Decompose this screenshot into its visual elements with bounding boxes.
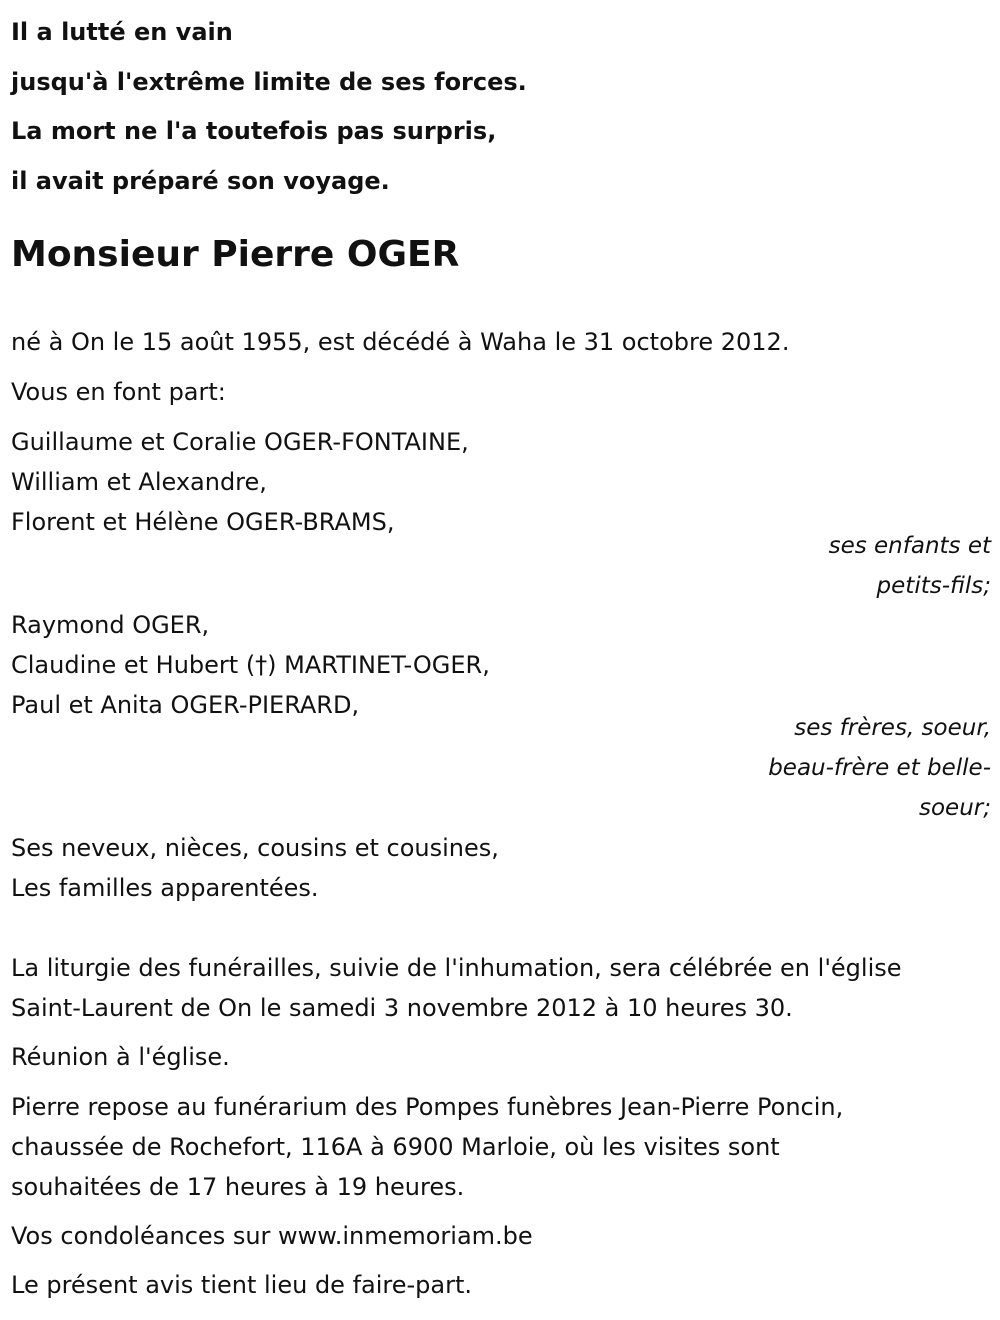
family-group-children [11, 422, 469, 542]
other-relatives [11, 828, 499, 908]
poem-line: La mort ne l'a toutefois pas surpris, [11, 117, 497, 145]
relation-line: petits-fils; [876, 573, 991, 599]
obituary-notice [11, 0, 991, 1320]
poem-line: jusqu'à l'extrême limite de ses forces. [11, 67, 527, 96]
poem [11, 8, 527, 206]
relation-line: soeur; [919, 795, 991, 821]
poem-line: Il a lutté en vain [11, 18, 233, 46]
family-member: Raymond OGER, [11, 611, 210, 639]
relation-line: ses frères, soeur, [794, 715, 991, 741]
relation-children [829, 526, 991, 606]
poem-line: il avait préparé son voyage. [11, 166, 390, 195]
funerarium-line: chaussée de Rochefort, 116A à 6900 Marloie, où les visites sont [11, 1133, 780, 1161]
family-group-siblings [11, 605, 490, 725]
family-member: Florent et Hélène OGER-BRAMS, [11, 508, 395, 536]
funerarium-line: Pierre repose au funérarium des Pompes funèbres Jean-Pierre Poncin, [11, 1093, 844, 1121]
relatives-line: Les familles apparentées. [11, 874, 319, 902]
relation-line: beau-frère et belle- [768, 755, 991, 781]
liturgy-line: Saint-Laurent de On le samedi 3 novembre 2012 à 10 heures 30. [11, 994, 793, 1022]
condolences-line: Vos condoléances sur www.inmemoriam.be [11, 1222, 533, 1250]
deceased-name: Monsieur Pierre OGER [11, 234, 460, 275]
funerarium-line: souhaitées de 17 heures à 19 heures. [11, 1173, 465, 1201]
notice-line: Le présent avis tient lieu de faire-part. [11, 1271, 473, 1299]
family-member: Guillaume et Coralie OGER-FONTAINE, [11, 428, 469, 456]
family-member: Claudine et Hubert (†) MARTINET-OGER, [11, 651, 490, 679]
liturgy-line: La liturgie des funérailles, suivie de l'inhumation, sera célébrée en l'église [11, 954, 902, 982]
family-member: Paul et Anita OGER-PIERARD, [11, 691, 360, 719]
family-member: William et Alexandre, [11, 468, 267, 496]
relation-siblings [768, 708, 991, 828]
funerarium-paragraph [11, 1087, 843, 1207]
meeting-note: Réunion à l'église. [11, 1043, 230, 1071]
announcement-intro: Vous en font part: [11, 378, 226, 406]
relation-line: ses enfants et [828, 533, 991, 559]
relatives-line: Ses neveux, nièces, cousins et cousines, [11, 834, 499, 862]
birth-death-line: né à On le 15 août 1955, est décédé à Waha le 31 octobre 2012. [11, 328, 790, 356]
liturgy-paragraph [11, 948, 902, 1028]
